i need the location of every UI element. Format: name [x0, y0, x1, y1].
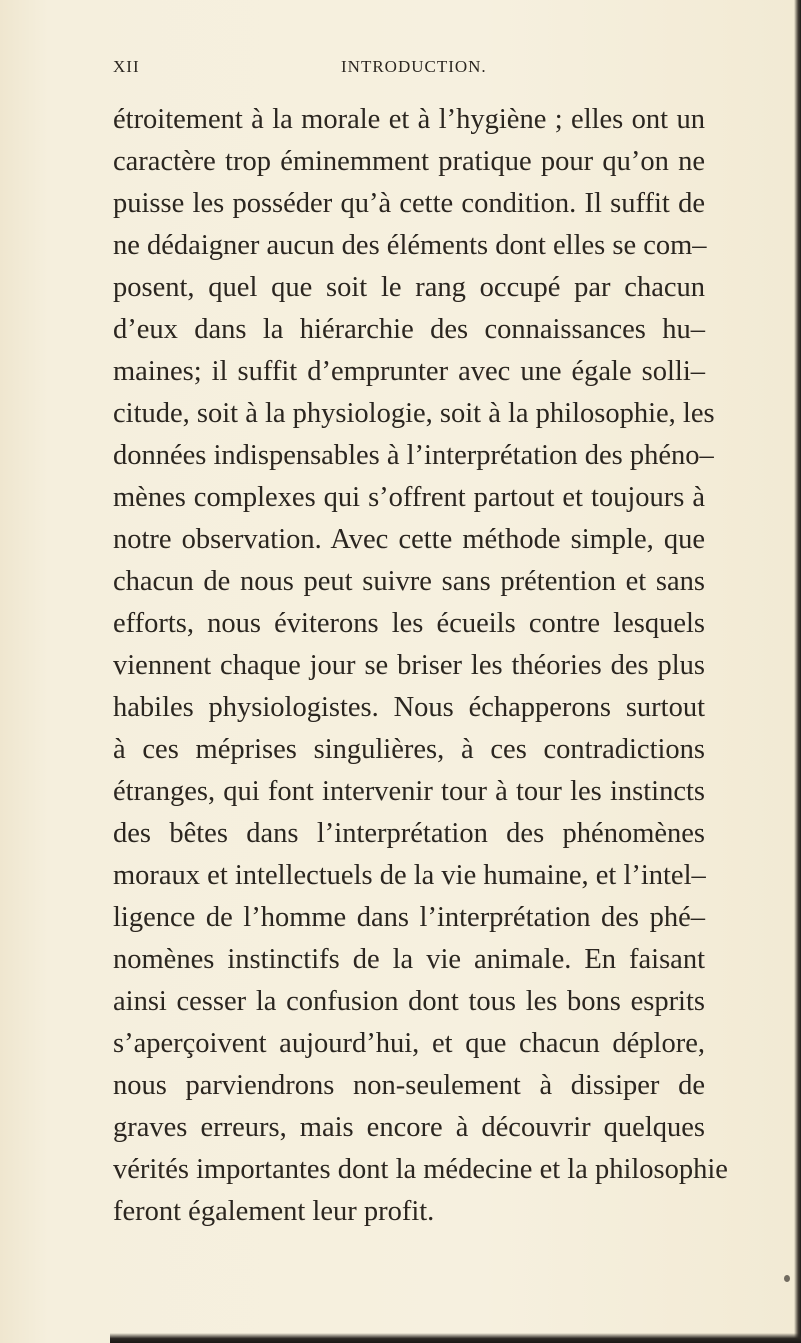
- page-header: [113, 57, 703, 87]
- text-line: données indispensables à l’interprétation des phéno–: [113, 440, 714, 471]
- text-line: nous parviendrons non-seulement à dissiper de: [113, 1070, 705, 1101]
- text-line: vérités importantes dont la médecine et la philosophie: [113, 1154, 728, 1185]
- text-line: puisse les posséder qu’à cette condition. Il suffit de: [113, 188, 705, 219]
- text-line: graves erreurs, mais encore à découvrir quelques: [113, 1112, 705, 1143]
- text-line: mènes complexes qui s’offrent partout et toujours à: [113, 482, 705, 513]
- page-edge-shadow: [794, 0, 801, 1343]
- text-line: habiles physiologistes. Nous échapperons surtout: [113, 692, 705, 723]
- text-line: notre observation. Avec cette méthode simple, que: [113, 524, 705, 555]
- text-line: ainsi cesser la confusion dont tous les bons esprits: [113, 986, 705, 1017]
- page-number: XII: [113, 57, 140, 76]
- running-title: INTRODUCTION.: [341, 57, 487, 76]
- text-line: posent, quel que soit le rang occupé par chacun: [113, 272, 705, 303]
- text-line: s’aperçoivent aujourd’hui, et que chacun déplore,: [113, 1028, 705, 1059]
- text-line: d’eux dans la hiérarchie des connaissances hu–: [113, 314, 705, 345]
- text-line: ne dédaigner aucun des éléments dont elles se com–: [113, 230, 707, 261]
- text-line: des bêtes dans l’interprétation des phénomènes: [113, 818, 705, 849]
- text-line: maines; il suffit d’emprunter avec une égale solli–: [113, 356, 705, 387]
- text-line: citude, soit à la physiologie, soit à la philosophie, les: [113, 398, 715, 429]
- page-bottom-shadow: [110, 1333, 801, 1343]
- text-line: moraux et intellectuels de la vie humaine, et l’intel–: [113, 860, 706, 891]
- ink-speck: [784, 1275, 790, 1282]
- text-line-last: feront également leur profit.: [113, 1196, 435, 1227]
- text-line: étroitement à la morale et à l’hygiène ; elles ont un: [113, 104, 705, 135]
- text-line: viennent chaque jour se briser les théories des plus: [113, 650, 705, 681]
- text-line: efforts, nous éviterons les écueils contre lesquels: [113, 608, 705, 639]
- body-text: [113, 99, 728, 1233]
- text-line: caractère trop éminemment pratique pour qu’on ne: [113, 146, 705, 177]
- text-line: chacun de nous peut suivre sans prétention et sans: [113, 566, 705, 597]
- text-line: étranges, qui font intervenir tour à tour les instincts: [113, 776, 705, 807]
- text-line: à ces méprises singulières, à ces contradictions: [113, 734, 705, 765]
- text-line: nomènes instinctifs de la vie animale. En faisant: [113, 944, 705, 975]
- text-line: ligence de l’homme dans l’interprétation des phé–: [113, 902, 705, 933]
